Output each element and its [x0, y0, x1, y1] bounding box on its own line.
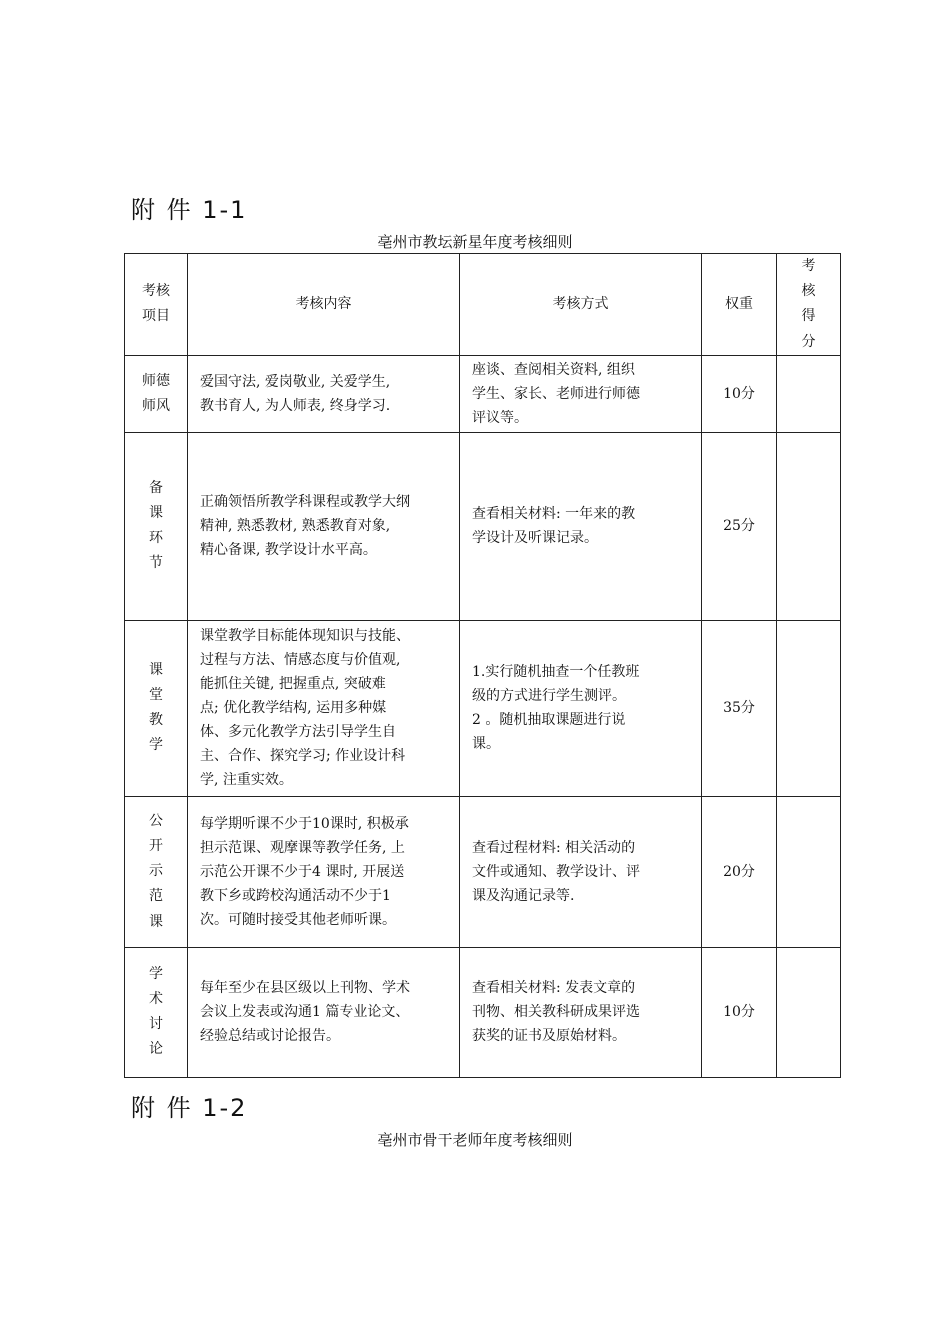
- row-content: 每学期听课不少于10课时, 积极承 担示范课、观摩课等教学任务, 上 示范公开课不少于4 课时, 开展送 教下乡或跨校沟通活动不少于1 次。可随时接受其他老师听课。: [188, 796, 460, 947]
- row-method: 查看相关材料: 一年来的教 学设计及听课记录。: [460, 432, 702, 620]
- header-content: 考核内容: [188, 254, 460, 356]
- table-row: [125, 432, 841, 620]
- row-weight: 20分: [702, 796, 777, 947]
- row-weight: 35分: [702, 620, 777, 796]
- row-score: [777, 355, 841, 432]
- row-weight: 25分: [702, 432, 777, 620]
- table-caption-2: 亳州市骨干老师年度考核细则: [377, 1131, 573, 1149]
- row-method: 1.实行随机抽查一个任教班 级的方式进行学生测评。 2 。随机抽取课题进行说 课。: [460, 620, 702, 796]
- row-item: 师德 师风: [125, 355, 188, 432]
- row-content: 爱国守法, 爱岗敬业, 关爱学生, 教书育人, 为人师表, 终身学习.: [188, 355, 460, 432]
- table-row: [125, 796, 841, 947]
- row-item: 课 堂 教 学: [125, 620, 188, 796]
- table-caption-1: 亳州市教坛新星年度考核细则: [377, 233, 573, 251]
- row-score: [777, 796, 841, 947]
- row-item: 备 课 环 节: [125, 432, 188, 620]
- row-content: 每年至少在县区级以上刊物、学术 会议上发表或沟通1 篇专业论文、 经验总结或讨论报告。: [188, 947, 460, 1077]
- header-item: 考核 项目: [125, 254, 188, 356]
- table-row: [125, 355, 841, 432]
- attachment-heading-2: 附 件 1-2: [131, 1094, 248, 1122]
- row-content: 正确领悟所教学科课程或教学大纲 精神, 熟悉教材, 熟悉教育对象, 精心备课, 教学设计水平高。: [188, 432, 460, 620]
- row-item: 学 术 讨 论: [125, 947, 188, 1077]
- row-weight: 10分: [702, 947, 777, 1077]
- row-item: 公 开 示 范 课: [125, 796, 188, 947]
- row-score: [777, 432, 841, 620]
- row-method: 查看相关材料: 发表文章的 刊物、相关教科研成果评选 获奖的证书及原始材料。: [460, 947, 702, 1077]
- table-header-row: [125, 254, 841, 356]
- attachment-heading-1: 附 件 1-1: [131, 196, 248, 224]
- row-method: 座谈、查阅相关资料, 组织 学生、家长、老师进行师德 评议等。: [460, 355, 702, 432]
- row-method: 查看过程材料: 相关活动的 文件或通知、教学设计、评 课及沟通记录等.: [460, 796, 702, 947]
- row-score: [777, 620, 841, 796]
- table-row: [125, 947, 841, 1077]
- row-score: [777, 947, 841, 1077]
- table-row: [125, 620, 841, 796]
- header-score: 考 核 得 分: [777, 254, 841, 356]
- assessment-table: [124, 253, 841, 1078]
- header-method: 考核方式: [460, 254, 702, 356]
- row-content: 课堂教学目标能体现知识与技能、 过程与方法、情感态度与价值观, 能抓住关键, 把握重点, 突破难 点; 优化教学结构, 运用多种媒 体、多元化教学方法引导学生自 主、合作、探究学习; 作业设计科 学, 注重实效。: [188, 620, 460, 796]
- header-weight: 权重: [702, 254, 777, 356]
- row-weight: 10分: [702, 355, 777, 432]
